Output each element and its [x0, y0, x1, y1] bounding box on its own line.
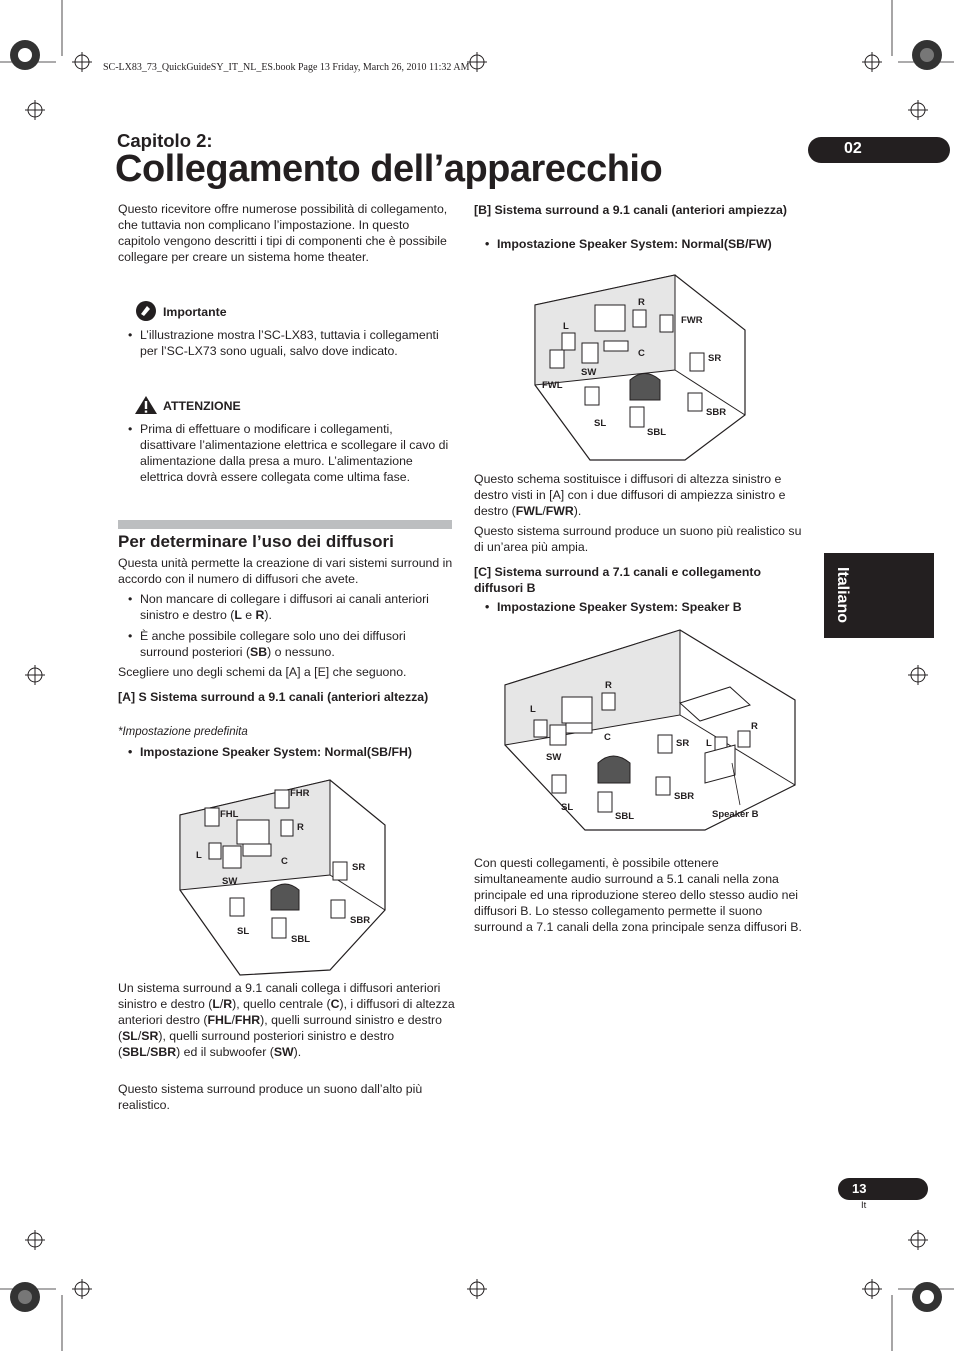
label-l: L [196, 850, 202, 861]
speaker-icon [230, 898, 244, 916]
speaker-icon [552, 775, 566, 793]
system-a-description: Un sistema surround a 9.1 canali collega i diffusori anteriori sinistro e destro (L/R), quello centrale (C), i diffusori di altezza anteriori destro (FHL/FHR), quelli surround sinistro e destro (SL/SR), quelli surround posteriori sinistro e destro (SBL/SBR) ed il subwoofer (SW). [118, 981, 455, 1059]
system-a-setting: • Impostazione Speaker System: Normal(SB/FH) [128, 745, 412, 759]
subwoofer-icon [223, 846, 241, 868]
speaker-icon [562, 333, 575, 350]
section-title: Per determinare l’uso dei diffusori [118, 532, 394, 551]
choose-text: Scegliere uno degli schemi da [A] a [E] che seguono. [118, 665, 407, 679]
speaker-icon [633, 310, 646, 327]
crosshair-mark [908, 100, 928, 120]
label-r: R [638, 297, 645, 308]
label-sbr: SBR [674, 791, 695, 802]
important-icon [135, 300, 157, 322]
speaker-icon [630, 407, 644, 427]
crosshair-mark [467, 1279, 487, 1299]
label-l: L [530, 704, 536, 715]
caution-heading: ATTENZIONE [163, 399, 241, 413]
label-sl: SL [594, 418, 607, 429]
speaker-diagram-a [175, 770, 405, 980]
speaker-icon [598, 792, 612, 812]
speaker-icon [272, 918, 286, 938]
crosshair-mark [908, 1230, 928, 1250]
label-sbl: SBL [615, 811, 634, 822]
label-speaker-b: Speaker B [712, 809, 759, 820]
table-icon [680, 687, 750, 721]
label-sw: SW [546, 752, 562, 763]
speaker-icon [658, 735, 672, 753]
label-sbl: SBL [291, 934, 310, 945]
crosshair-mark [72, 1279, 92, 1299]
speaker-icon [690, 353, 704, 371]
crosshair-mark [72, 52, 92, 72]
label-r: R [605, 680, 612, 691]
speaker-icon [550, 350, 564, 368]
crosshair-mark [908, 665, 928, 685]
label-sr: SR [676, 738, 690, 749]
caution-bullet: • Prima di effettuare o modificare i collegamenti, disattivare l’alimentazione elettrica e scollegare il cavo di alimentazione dalla presa a muro. L’alimentazione elettrica dovrà essere collegata come ultima fase. [128, 422, 449, 484]
speaker-diagram-c [500, 625, 805, 835]
label-r-zone-b: R [751, 721, 758, 732]
speaker-icon [688, 393, 702, 411]
label-l-zone-b: L [706, 738, 712, 749]
system-a-description-2: Questo sistema surround produce un suono dall’alto più realistico. [118, 1082, 423, 1112]
label-sl: SL [237, 926, 250, 937]
section-bullet: • Non mancare di collegare i diffusori ai canali anteriori sinistro e destro (L e R). [128, 592, 429, 622]
speaker-icon [585, 387, 599, 405]
chapter-label: Capitolo 2: [117, 130, 213, 151]
subwoofer-icon [550, 725, 566, 745]
tv-icon [595, 305, 625, 331]
important-bullet: • L’illustrazione mostra l’SC-LX83, tuttavia i collegamenti per l’SC-LX73 sono uguali, salvo dove indicato. [128, 328, 439, 358]
speaker-icon [656, 777, 670, 795]
tv-icon [562, 697, 592, 723]
registration-mark-top-right [912, 40, 942, 70]
label-sbr: SBR [350, 915, 371, 926]
label-sr: SR [352, 862, 366, 873]
crosshair-mark [862, 1279, 882, 1299]
speaker-icon [660, 315, 673, 332]
speaker-icon [534, 720, 547, 737]
registration-mark-bottom-left [10, 1282, 40, 1312]
label-sbl: SBL [647, 427, 666, 438]
system-b-description: Questo schema sostituisce i diffusori di altezza sinistro e destro visti in [A] con i due diffusori di ampiezza sinistro e destro (FWL/FWR). [474, 472, 786, 518]
chapter-number-badge [808, 137, 950, 163]
label-sl: SL [561, 802, 574, 813]
language-code: It [861, 1200, 867, 1211]
language-label: Italiano [834, 566, 851, 624]
section-intro: Questa unità permette la creazione di vari sistemi surround in accordo con il numero di diffusori che avete. [118, 556, 453, 586]
listener-icon [271, 884, 299, 910]
section-divider [118, 520, 452, 529]
sofa-icon [705, 745, 735, 783]
label-sw: SW [222, 876, 238, 887]
label-r: R [297, 822, 304, 833]
label-l: L [563, 321, 569, 332]
speaker-icon [333, 862, 347, 880]
label-c: C [638, 348, 645, 359]
speaker-icon [275, 790, 289, 808]
crosshair-mark [25, 1230, 45, 1250]
tv-icon [237, 820, 269, 844]
crosshair-mark [25, 100, 45, 120]
system-c-heading: [C] Sistema surround a 7.1 canali e collegamento diffusori B [474, 565, 762, 595]
label-c: C [604, 732, 611, 743]
system-b-description-2: Questo sistema surround produce un suono più realistico su di un’area più ampia. [474, 524, 802, 554]
label-fhr: FHR [290, 788, 310, 799]
label-sw: SW [581, 367, 597, 378]
speaker-diagram-b [530, 265, 770, 465]
language-side-tab [824, 553, 934, 638]
label-fwl: FWL [542, 380, 563, 391]
speaker-icon [331, 900, 345, 918]
label-c: C [281, 856, 288, 867]
label-sr: SR [708, 353, 722, 364]
crosshair-mark [862, 52, 882, 72]
listener-icon [598, 756, 630, 783]
speaker-icon [205, 808, 219, 826]
important-heading: Importante [163, 305, 227, 319]
speaker-icon [738, 731, 750, 747]
intro-paragraph: Questo ricevitore offre numerose possibilità di collegamento, che tuttavia non complicano l’impostazione. In questo capitolo vengono descritti i tipi di componenti che è possibile collegare per creare un sistema home theater. [118, 202, 448, 264]
label-sbr: SBR [706, 407, 727, 418]
registration-mark-top-left [10, 40, 40, 70]
warning-icon [134, 395, 158, 415]
section-bullet: • È anche possibile collegare solo uno dei diffusori surround posteriori (SB) o nessuno. [128, 629, 406, 659]
page-number-badge [838, 1178, 928, 1200]
crosshair-mark [467, 52, 487, 72]
listener-icon [630, 374, 660, 401]
system-c-description: Con questi collegamenti, è possibile ottenere simultaneamente audio surround a 5.1 canali nella zona principale ed una riproduzione stereo dello stesso audio nei diffusori B. Lo stesso collegamento permette il suono surround a 7.1 canali della zona principale senza diffusori B. [474, 856, 802, 934]
label-fwr: FWR [681, 315, 703, 326]
default-note: *Impostazione predefinita [118, 726, 248, 738]
label-fhl: FHL [220, 809, 239, 820]
system-b-setting: • Impostazione Speaker System: Normal(SB/FW) [485, 237, 772, 251]
registration-mark-bottom-right [912, 1282, 942, 1312]
speaker-icon [281, 820, 293, 836]
system-c-setting: • Impostazione Speaker System: Speaker B [485, 600, 742, 614]
crosshair-mark [25, 665, 45, 685]
system-a-heading: [A] S Sistema surround a 9.1 canali (anteriori altezza) [118, 690, 429, 704]
subwoofer-icon [582, 343, 598, 363]
system-b-heading: [B] Sistema surround a 9.1 canali (anteriori ampiezza) [474, 203, 787, 217]
page-number: 13 [852, 1181, 867, 1196]
page-title: Collegamento dell’apparecchio [115, 148, 663, 190]
speaker-icon [602, 693, 615, 710]
speaker-icon [209, 843, 221, 859]
chapter-number: 02 [844, 140, 862, 157]
file-info: SC-LX83_73_QuickGuideSY_IT_NL_ES.book Page 13 Friday, March 26, 2010 11:32 AM [103, 62, 470, 73]
